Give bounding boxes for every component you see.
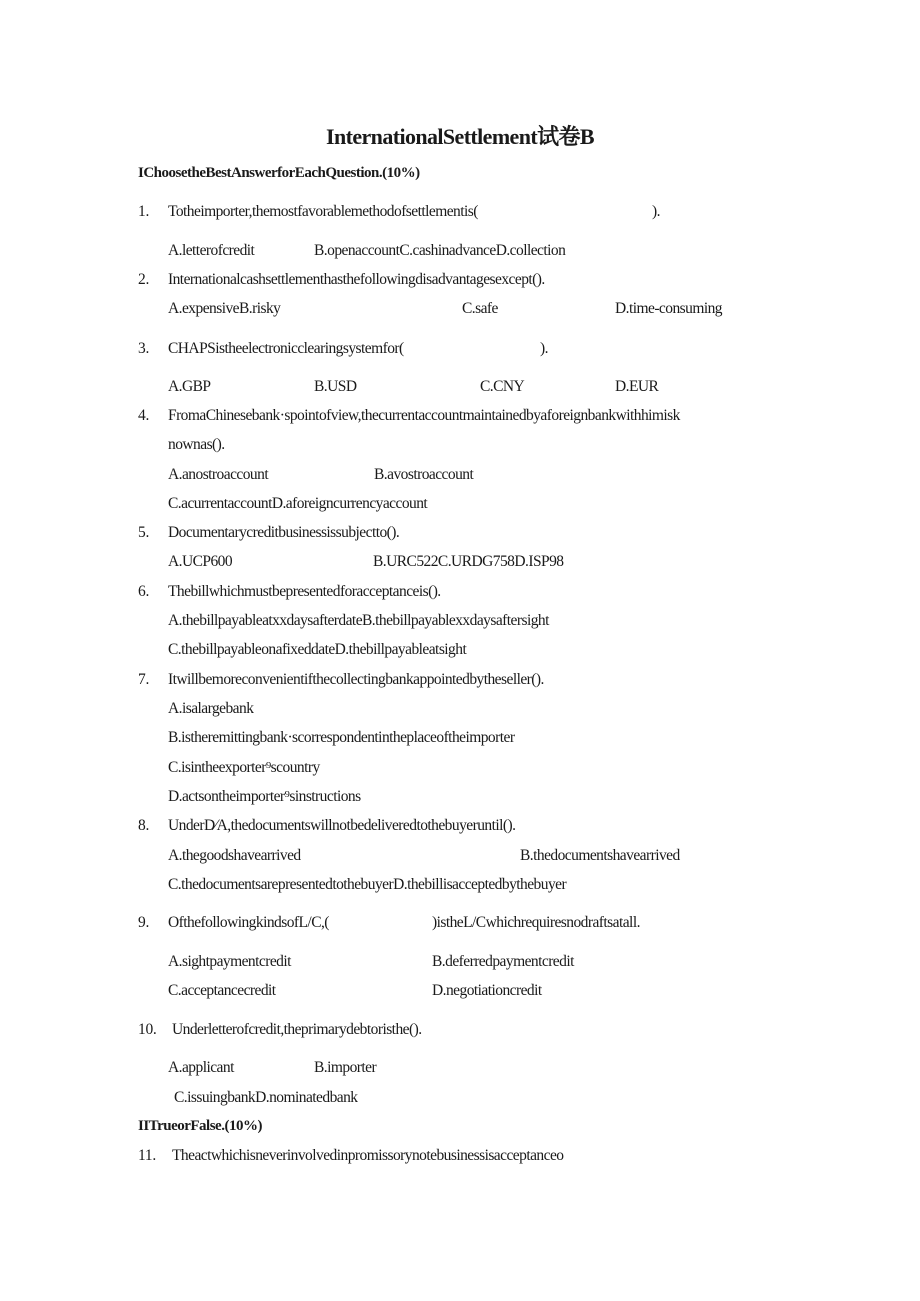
question-text-close: ). — [652, 203, 660, 220]
question-text: UnderD⁄A,thedocumentswillnotbedeliveredtothebuyeruntil(). — [168, 817, 516, 834]
question-number: 7. — [138, 671, 150, 688]
option: B.openaccountC.cashinadvanceD.collection — [314, 242, 566, 259]
option: C.safe — [462, 300, 498, 317]
question-text: Itwillbemoreconvenientifthecollectingbankappointedbytheseller(). — [168, 671, 544, 688]
option: A.sightpaymentcredit — [168, 953, 291, 970]
option: C.issuingbankD.nominatedbank — [174, 1089, 358, 1106]
option: A.applicant — [168, 1059, 234, 1076]
section-heading-2: IITrueorFalse.(10%) — [138, 1118, 262, 1134]
page-title: InternationalSettlement试卷B — [326, 124, 594, 149]
option: C.thebillpayableonafixeddateD.thebillpayableatsight — [168, 641, 467, 658]
option: D.negotiationcredit — [432, 982, 542, 999]
option: B.thedocumentshavearrived — [520, 847, 680, 864]
option: B.avostroaccount — [374, 466, 474, 483]
question-number: 9. — [138, 914, 150, 931]
question-text: Underletterofcredit,theprimarydebtoristhe(). — [172, 1021, 422, 1038]
question-text: Thebillwhichmustbepresentedforacceptanceis(). — [168, 583, 441, 600]
question-number: 4. — [138, 407, 150, 424]
question-number: 2. — [138, 271, 150, 288]
question-number: 1. — [138, 203, 150, 220]
question-text: CHAPSistheelectronicclearingsystemfor( — [168, 340, 404, 357]
question-number: 10. — [138, 1021, 157, 1038]
question-text: FromaChinesebank·spointofview,thecurrentaccountmaintainedbyaforeignbankwithhimisk — [168, 407, 680, 424]
option: D.time-consuming — [615, 300, 723, 317]
question-text: Internationalcashsettlementhasthefollowingdisadvantagesexcept(). — [168, 271, 545, 288]
option: A.UCP600 — [168, 553, 233, 570]
question-number: 8. — [138, 817, 150, 834]
section-heading-1: IChoosetheBestAnswerforEachQuestion.(10%) — [138, 165, 420, 181]
question-number: 3. — [138, 340, 150, 357]
option: A.expensiveB.risky — [168, 300, 281, 317]
option: A.anostroaccount — [168, 466, 269, 483]
question-text-continued: nownas(). — [168, 436, 225, 453]
option: D.EUR — [615, 378, 659, 395]
option: B.importer — [314, 1059, 377, 1076]
question-number: 11. — [138, 1147, 156, 1164]
option: B.istheremittingbank·scorrespondentintheplaceoftheimporter — [168, 729, 515, 746]
option: A.letterofcredit — [168, 242, 255, 259]
question-text: OfthefollowingkindsofL/C,( — [168, 914, 329, 931]
question-text-close: )istheL/Cwhichrequiresnodraftsatall. — [432, 914, 640, 931]
option: C.acurrentaccountD.aforeigncurrencyaccount — [168, 495, 428, 512]
option: A.thebillpayableatxxdaysafterdateB.thebillpayablexxdaysaftersight — [168, 612, 549, 629]
option: C.CNY — [480, 378, 525, 395]
question-text-close: ). — [540, 340, 548, 357]
question-text: Totheimporter,themostfavorablemethodofsettlementis( — [168, 203, 478, 220]
question-text: Theactwhichisneverinvolvedinpromissorynotebusinessisacceptanceo — [172, 1147, 564, 1164]
option: B.URC522C.URDG758D.ISP98 — [373, 553, 564, 570]
option: A.thegoodshavearrived — [168, 847, 301, 864]
question-number: 6. — [138, 583, 150, 600]
question-text: Documentarycreditbusinessissubjectto(). — [168, 524, 400, 541]
option: B.USD — [314, 378, 357, 395]
option: D.actsontheimporter⁹sinstructions — [168, 788, 361, 805]
option: B.deferredpaymentcredit — [432, 953, 574, 970]
option: C.isintheexporter⁹scountry — [168, 759, 320, 776]
option: C.acceptancecredit — [168, 982, 276, 999]
option: C.thedocumentsarepresentedtothebuyerD.thebillisacceptedbythebuyer — [168, 876, 567, 893]
question-number: 5. — [138, 524, 150, 541]
option: A.isalargebank — [168, 700, 254, 717]
option: A.GBP — [168, 378, 211, 395]
